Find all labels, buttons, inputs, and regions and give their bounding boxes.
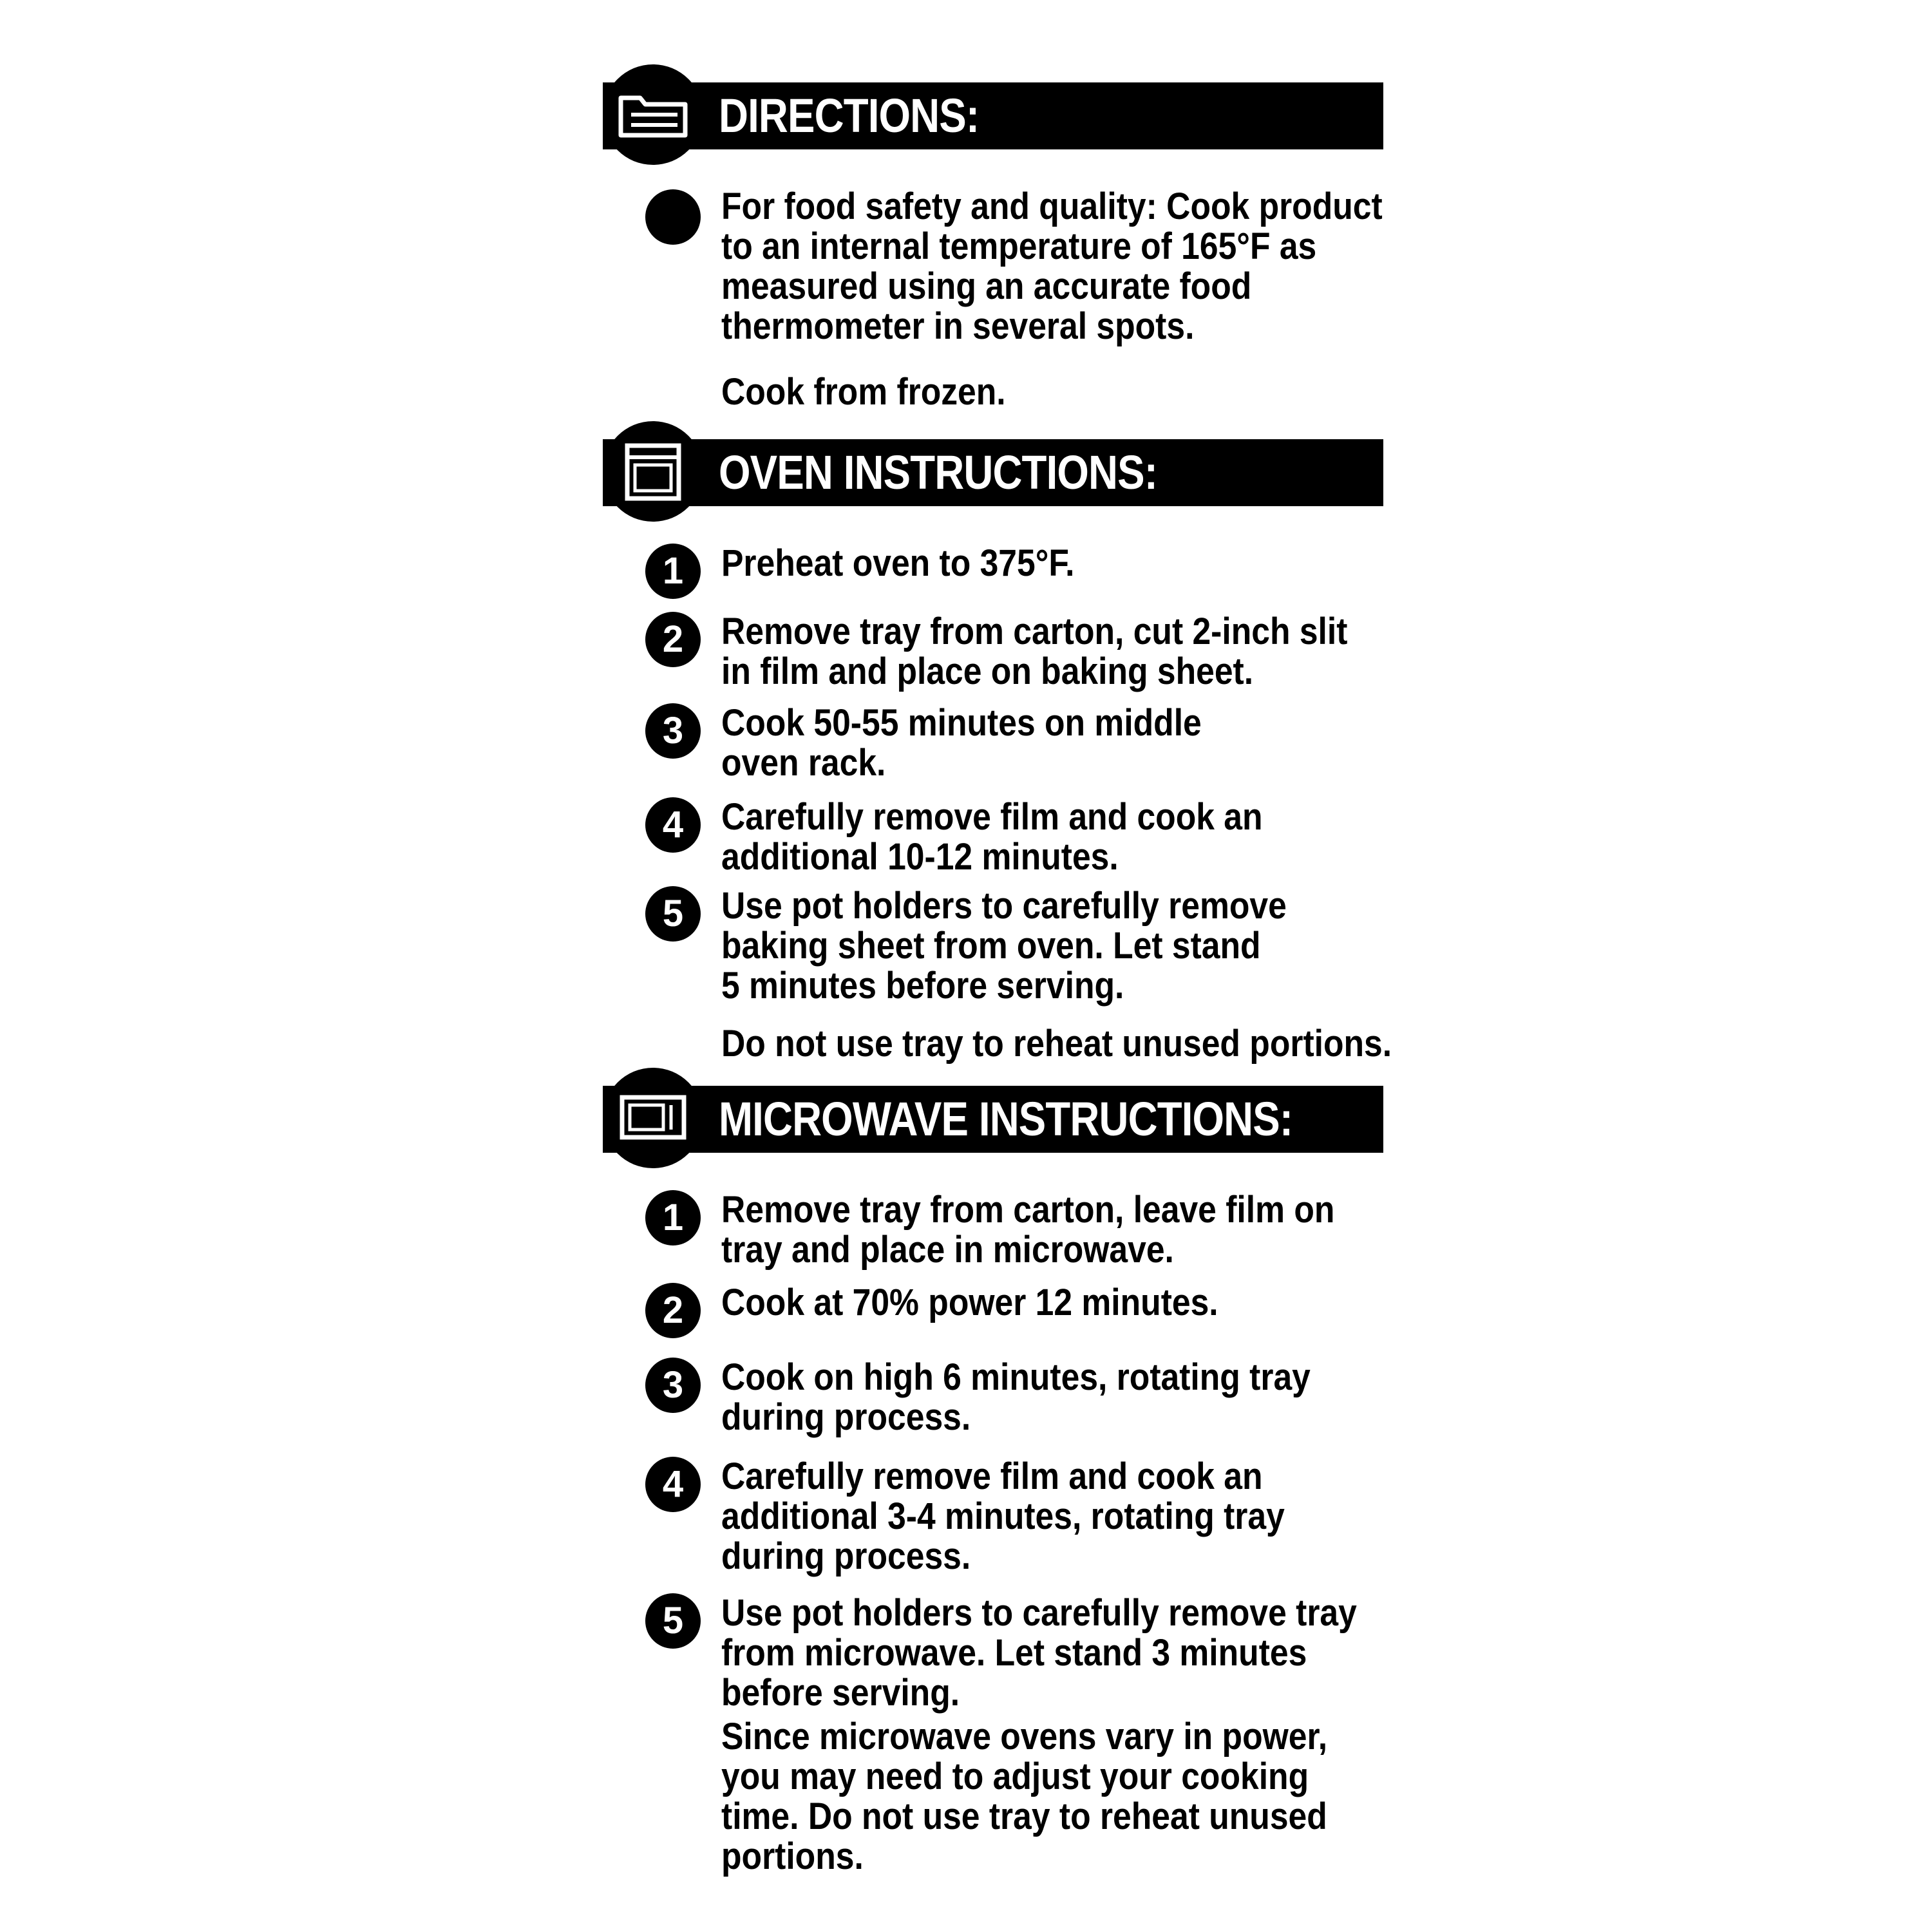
microwave-note: Since microwave ovens vary in power, you may need to adjust your cooking time. Do not use tray to reheat unused portions. <box>721 1716 1328 1877</box>
step-text: Carefully remove film and cook an additional 10-12 minutes. <box>721 796 1263 878</box>
step-number: 1 <box>645 1190 701 1245</box>
directions-safety-text: For food safety and quality: Cook product to an internal temperature of 165°F as measured using an accurate food thermometer in several spots. <box>721 185 1383 347</box>
step-text: Carefully remove film and cook an additional 3-4 minutes, rotating tray during process. <box>721 1455 1285 1577</box>
directions-title: DIRECTIONS: <box>719 89 980 142</box>
step-number: 5 <box>645 1593 701 1649</box>
directions-frozen-text: Cook from frozen. <box>721 371 1006 413</box>
step-text: Cook 50-55 minutes on middle oven rack. <box>721 702 1202 784</box>
step-text: Remove tray from carton, leave film on tray and place in microwave. <box>721 1189 1335 1271</box>
step-number: 3 <box>645 1358 701 1413</box>
oven-icon <box>603 421 703 522</box>
step-text: Use pot holders to carefully remove tray from microwave. Let stand 3 minutes before serving. <box>721 1592 1357 1714</box>
step-number: 4 <box>645 797 701 853</box>
step-number: 5 <box>645 886 701 942</box>
microwave-icon <box>603 1068 703 1168</box>
oven-note: Do not use tray to reheat unused portions. <box>721 1023 1392 1065</box>
step-number: 4 <box>645 1457 701 1512</box>
step-text: Remove tray from carton, cut 2-inch slit in film and place on baking sheet. <box>721 611 1348 692</box>
step-text: Preheat oven to 375°F. <box>721 542 1075 584</box>
oven-header-circle <box>603 421 703 522</box>
oven-title: OVEN INSTRUCTIONS: <box>719 446 1158 499</box>
microwave-header-circle <box>603 1068 703 1168</box>
folder-icon <box>603 64 703 165</box>
step-number: 1 <box>645 544 701 599</box>
step-text: Use pot holders to carefully remove baking sheet from oven. Let stand 5 minutes before serving. <box>721 885 1287 1007</box>
step-number: 3 <box>645 703 701 759</box>
step-text: Cook on high 6 minutes, rotating tray during process. <box>721 1356 1311 1438</box>
directions-header-circle <box>603 64 703 165</box>
step-text: Cook at 70% power 12 minutes. <box>721 1282 1218 1323</box>
step-number: 2 <box>645 1283 701 1338</box>
step-number: 2 <box>645 612 701 667</box>
microwave-title: MICROWAVE INSTRUCTIONS: <box>719 1092 1293 1146</box>
bullet-dot <box>645 189 701 245</box>
